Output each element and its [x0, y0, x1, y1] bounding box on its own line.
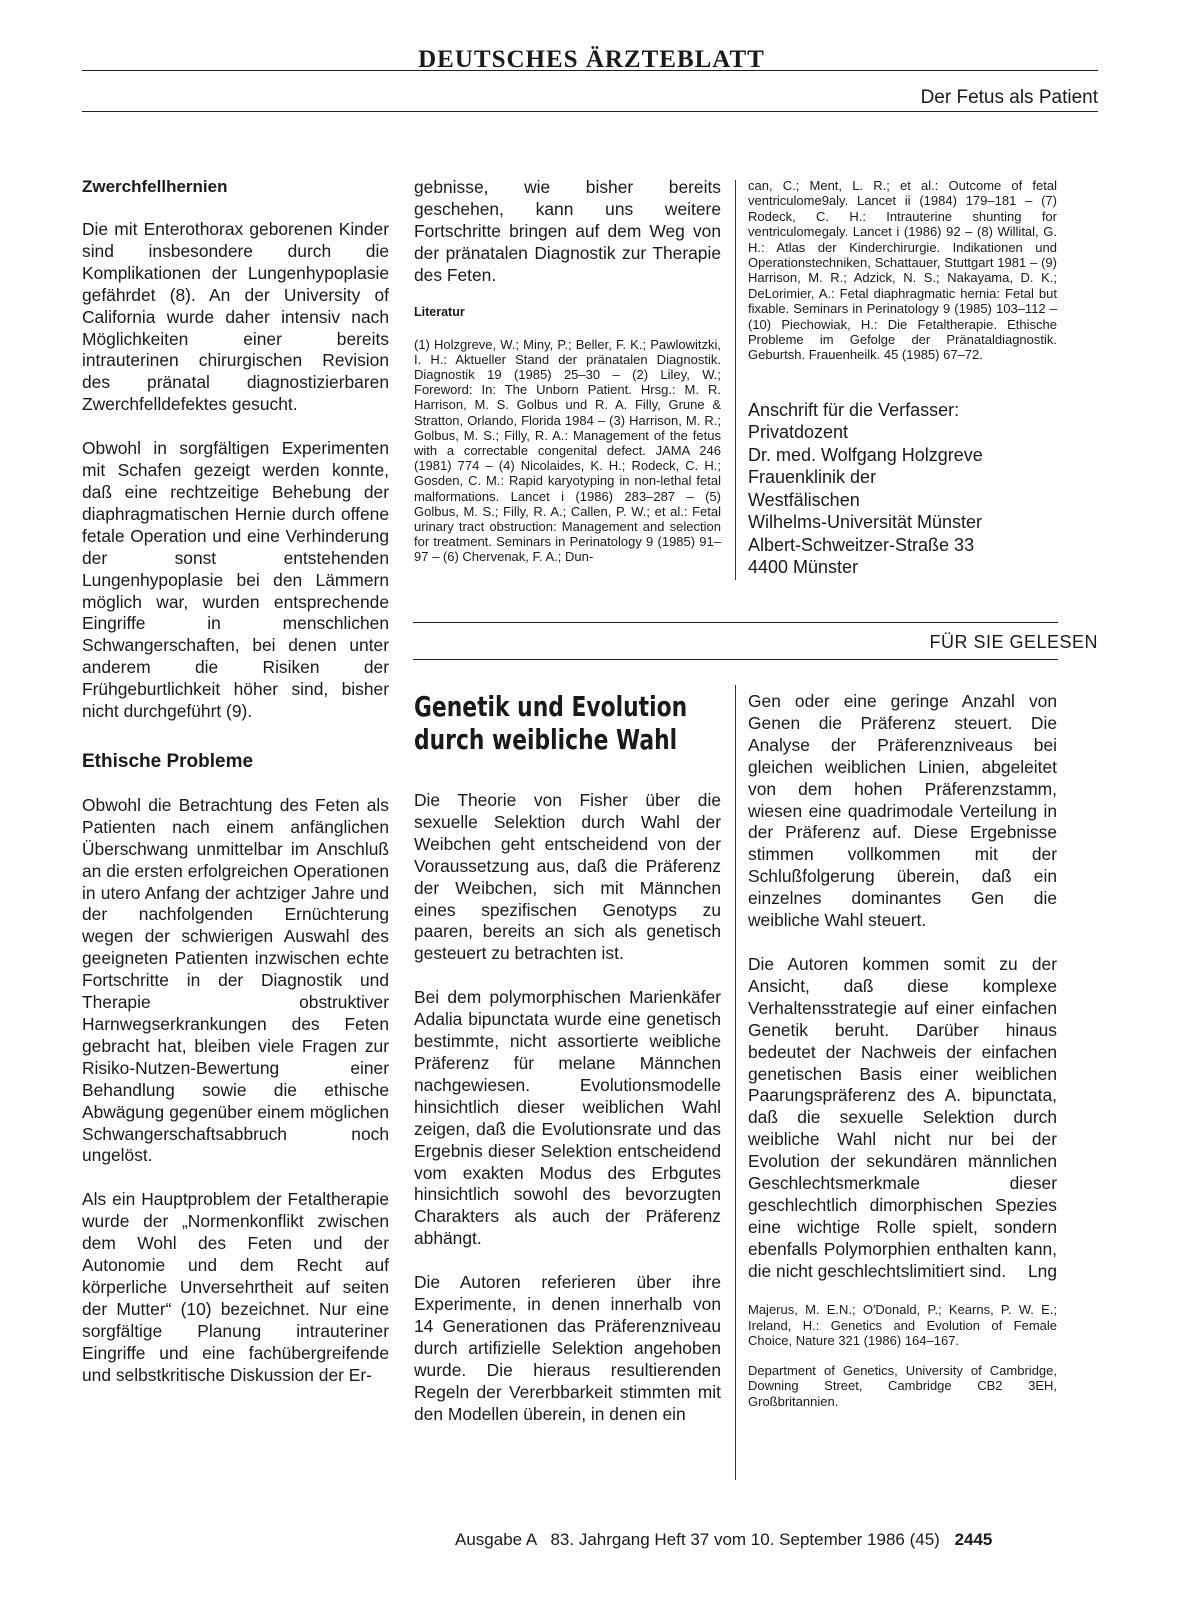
- page-footer: [455, 1530, 992, 1550]
- author-address: [748, 399, 1057, 579]
- article-title: [414, 690, 688, 756]
- footer-issue: Ausgabe A 83. Jahrgang Heft 37 vom 10. September 1986 (45): [455, 1530, 940, 1549]
- paragraph: Gen oder eine geringe Anzahl von Genen die Präferenz steuert. Die Analyse der Präferenzniveaus bei gleichen weiblichen Linien, abgeleitet von dem hohen Präferenzstamm, wiesen eine quadrimodale Verteilung in der Präferenz auf. Diese Ergebnisse stimmen vollkommen mit der Schlußfolgerung überein, daß ein einzelnes dominantes Gen die weibliche Wahl steuert.: [748, 691, 1057, 931]
- heading-zwerchfellhernien: Zwerchfellhernien: [82, 177, 228, 196]
- header-rule-top: [82, 70, 1098, 71]
- section-rule-bottom: [413, 659, 1058, 660]
- article-left-column: [414, 690, 721, 1447]
- article-right-column: [748, 691, 1057, 1423]
- column-divider: [735, 685, 736, 1480]
- address-line: 4400 Münster: [748, 557, 859, 578]
- paragraph: Die Theorie von Fisher über die sexuelle Selektion durch Wahl der Weibchen geht entscheidend von der Voraussetzung aus, daß die Präferenz der Weibchen, sich mit Männchen eines spezifischen Genotyps zu paaren, bereits an sich als genetisch gesteuert zu betrachten ist.: [414, 790, 721, 964]
- paragraph: Als ein Hauptproblem der Fetaltherapie wurde der „Normenkonflikt zwischen dem Wohl des Feten und der Autonomie und dem Recht auf körperliche Unversehrtheit auf seiten der Mutter“ (10) bezeichnet. Nur eine sorgfältige Planung intrauteriner Eingriffe und eine fachübergreifende und selbstkritische Diskussion der Er-: [82, 1189, 389, 1385]
- paragraph: Die Autoren referieren über ihre Experimente, in denen innerhalb von 14 Generationen das Präferenzniveau durch artifizielle Selektion angehoben wurde. Die hieraus resultierenden Regeln der Vererbbarkeit stimmten mit den Modellen überein, in denen ein: [414, 1272, 721, 1424]
- column-divider: [735, 180, 736, 580]
- literature-heading: Literatur: [414, 304, 465, 319]
- address-line: Wilhelms-Universität Münster: [748, 512, 983, 533]
- address-line: Privatdozent: [748, 422, 849, 443]
- address-line: Dr. med. Wolfgang Holzgreve: [748, 444, 983, 465]
- address-line: Frauenklinik der: [748, 467, 877, 488]
- literature-list: (1) Holzgreve, W.; Miny, P.; Beller, F. K.; Pawlowitzki, I. H.: Aktueller Stand der pränatalen Diagnostik. Diagnostik 19 (1985) 25–30 – (2) Liley, W.; Foreword: In: The Unborn Patient. Hrsg.: M. R. Harrison, M. S. Golbus und R. A. Filly, Grune & Stratton, Orlando, Florida 1984 – (3) Harrison, M. R.; Golbus, M. S.; Filly, R. A.: Management of the fetus with a correctable congenital defect. JAMA 246 (1981) 774 – (4) Nicolaides, K. H.; Rodeck, C. H.; Gosden, C. M.: Rapid karyotyping in non-lethal fetal malformations. Lancet i (1986) 283–287 – (5) Golbus, M. S.; Filly, R. A.; Callen, P. W.; et al.: Fetal urinary tract obstruction: Management and selection for treatment. Seminars in Perinatology 9 (1985) 91–97 – (6) Chervenak, F. A.; Dun-: [414, 336, 721, 565]
- page-number: 2445: [954, 1530, 993, 1549]
- literature-list-continued: can, C.; Ment, L. R.; et al.: Outcome of fetal ventriculome9aly. Lancet ii (1984) 179–181 – (7) Rodeck, C. H.: Intrauterine shunting for ventriculomegaly. Lancet i (1986) 92 – (8) Willital, G. H.: Atlas der Kinderchirurgie. Indikationen und Operationstechniken, Schattauer, Stuttgart 1981 – (9) Harrison, M. R.; Adzick, N. S.; Nakayama, D. K.; DeLorimier, A.: Fetal diaphragmatic hernia: Fetal but fixable. Seminars in Perinatology 9 (1985) 103–112 – (10) Piechowiak, H.: Die Fetaltherapie. Ethische Probleme im Gefolge der Pränataldiagnostik. Geburtsh. Frauenheilk. 45 (1985) 67–72.: [748, 178, 1057, 363]
- right-top-column: [748, 178, 1057, 579]
- heading-ethische-probleme: Ethische Probleme: [82, 750, 254, 772]
- paragraph: Bei dem polymorphischen Marienkäfer Adalia bipunctata wurde eine genetisch bestimmte, nicht assortierte weibliche Präferenz für melane Männchen nachgewiesen. Evolutionsmodelle hinsichtlich dieser weiblichen Wahl zeigen, daß die Evolutionsrate und das Ergebnis dieser Selektion entscheidend vom exakten Modus des Erbgutes hinsichtlich sowohl des bevorzugten Charakters als auch der Präferenz abhängt.: [414, 987, 721, 1249]
- section-rule-top: [413, 622, 1058, 623]
- paragraph: Obwohl die Betrachtung des Feten als Patienten nach einem anfänglichen Überschwang unmittelbar im Anschluß an die ersten erfolgreichen Operationen in utero Anfang der achtziger Jahre und der nachfolgenden Ernüchterung wegen der schwierigen Auswahl des geeigneten Patienten inzwischen echte Fortschritte in der Diagnostik und Therapie obstruktiver Harnwegserkrankungen des Feten gebracht hat, bleiben viele Fragen zur Risiko-Nutzen-Bewertung einer Behandlung sowie die ethische Abwägung gegenüber einem möglichen Schwangerschaftsabbruch noch ungelöst.: [82, 794, 389, 1166]
- reference: Majerus, M. E.N.; O'Donald, P.; Kearns, P. W. E.; Ireland, H.: Genetics and Evolution of Female Choice, Nature 321 (1986) 164–167.: [748, 1302, 1057, 1349]
- header-rule-bottom: [82, 111, 1098, 112]
- left-column: [82, 177, 389, 1409]
- journal-masthead: DEUTSCHES ÄRZTEBLATT: [418, 46, 765, 73]
- address-line: Albert-Schweitzer-Straße 33: [748, 534, 975, 555]
- article-title-line: Genetik und Evolution: [414, 690, 688, 723]
- section-label: FÜR SIE GELESEN: [929, 632, 1098, 652]
- paragraph: Obwohl in sorgfältigen Experimenten mit Schafen gezeigt werden konnte, daß eine rechtzeitige Behebung der diaphragmatischen Hernie durch offene fetale Operation und eine Verhinderung der sonst entstehenden Lungenhypoplasie bei den Lämmern möglich war, wurden entsprechende Eingriffe in menschlichen Schwangerschaften, bei denen unter anderem die Risiken der Frühgeburtlichkeit höher sind, bisher nicht durchgeführt (9).: [82, 438, 389, 722]
- paragraph: gebnisse, wie bisher bereits geschehen, kann uns weitere Fortschritte bringen auf dem Weg von der pränatalen Diagnostik zur Therapie des Feten.: [414, 177, 721, 285]
- author-initials: Lng: [1027, 1260, 1057, 1281]
- paragraph: Die mit Enterothorax geborenen Kinder sind insbesondere durch die Komplikationen der Lungenhypoplasie gefährdet (8). An der University of California wurde daher intensiv nach Möglichkeiten einer bereits intrauterinen chirurgischen Revision des pränatal diagnostizierbaren Zwerchfelldefektes gesucht.: [82, 219, 389, 415]
- address-line: Westfälischen: [748, 489, 860, 510]
- topic-label: Der Fetus als Patient: [920, 87, 1098, 108]
- article-title-line: durch weibliche Wahl: [414, 723, 678, 756]
- middle-top-column: [414, 177, 721, 565]
- address-line: Anschrift für die Verfasser:: [748, 399, 960, 420]
- affiliation: Department of Genetics, University of Cambridge, Downing Street, Cambridge CB2 3EH, Großbritannien.: [748, 1362, 1057, 1409]
- paragraph: Die Autoren kommen somit zu der Ansicht, daß diese komplexe Verhaltensstrategie auf einer einfachen Genetik beruht. Darüber hinaus bedeutet der Nachweis der einfachen genetischen Basis einer weiblichen Paarungspräferenz des A. bipunctata, daß die sexuelle Selektion durch weibliche Wahl nicht nur bei der Evolution der sekundären männlichen Geschlechtsmerkmale dieser geschlechtlich dimorphischen Spezies eine wichtige Rolle spielt, sondern ebenfalls Polymorphien enthalten kann, die nicht geschlechtslimitiert sind.: [748, 953, 1057, 1281]
